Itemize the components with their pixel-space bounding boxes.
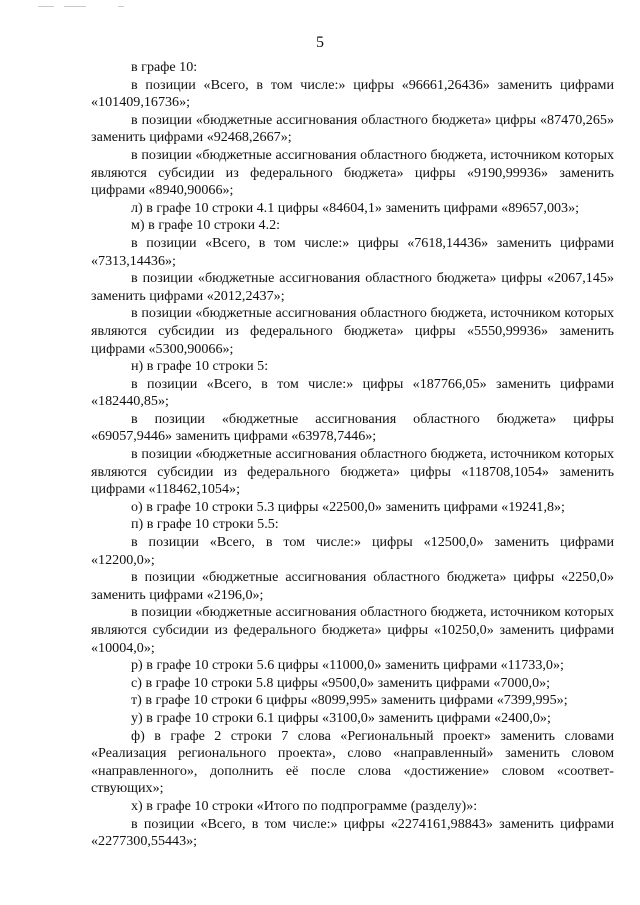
paragraph: в позиции «Всего, в том числе:» цифры «7618,14436» заменить цифрами «7313,14436»; [91,234,614,269]
paragraph: в графе 10: [131,59,198,75]
paragraph: о) в графе 10 строки 5.3 цифры «22500,0» заменить цифрами «19241,8»; [131,498,565,515]
paragraph: в позиции «бюджетные ассигнования областного бюджета, источником которых являются субсидии из федерального бюджета» цифры «118708,1054» заменить цифрами «118462,1054»; [91,446,614,498]
scan-artifact-line [64,6,86,7]
paragraph: м) в графе 10 строки 4.2: [131,217,281,234]
paragraph: в позиции «Всего, в том числе:» цифры «96661,26436» заменить цифрами «101409,16736»; [91,76,614,111]
paragraph: х) в графе 10 строки «Итого по подпрограмме (разделу)»: [131,797,478,814]
paragraph: р) в графе 10 строки 5.6 цифры «11000,0» заменить цифрами «11733,0»; [131,657,564,674]
paragraph: в позиции «бюджетные ассигнования областного бюджета, источником которых являются субсидии из федерального бюджета» цифры «10250,0» заменить цифрами «10004,0»; [91,604,614,656]
paragraph: в позиции «бюджетные ассигнования областного бюджета» цифры «69057,9446» заменить цифрами «63978,7446»; [91,410,614,445]
paragraph: с) в графе 10 строки 5.8 цифры «9500,0» заменить цифрами «7000,0»; [131,674,551,691]
page-number: 5 [316,34,324,51]
paragraph: в позиции «бюджетные ассигнования областного бюджета, источником которых являются субсидии из федерального бюджета» цифры «9190,99936» заменить цифрами «8940,90066»; [91,146,614,199]
paragraph: п) в графе 10 строки 5.5: [131,516,279,533]
paragraph: в позиции «бюджетные ассигнования областного бюджета» цифры «2067,145» заменить цифрами «2012,2437»; [91,270,614,304]
document-body [91,59,614,851]
paragraph: в позиции «Всего, в том числе:» цифры «187766,05» заменить цифрами «182440,85»; [91,375,614,410]
paragraph: ф) в графе 2 строки 7 слова «Региональный проект» заменить словами «Реализация регионального проекта», слово «направленный» заменить словом «направленного», дополнить её после слова «достижение» словом «соответ-ствующих»; [91,727,614,797]
scan-artifact-line [38,6,54,7]
paragraph: в позиции «Всего, в том числе:» цифры «2274161,98843» заменить цифрами «2277300,55443»; [91,815,614,850]
paragraph: в позиции «Всего, в том числе:» цифры «12500,0» заменить цифрами «12200,0»; [91,534,614,568]
paragraph: в позиции «бюджетные ассигнования областного бюджета» цифры «2250,0» заменить цифрами «2196,0»; [91,569,614,603]
paragraph: у) в графе 10 строки 6.1 цифры «3100,0» заменить цифрами «2400,0»; [131,709,551,726]
paragraph: в позиции «бюджетные ассигнования областного бюджета» цифры «87470,265» заменить цифрами «92468,2667»; [91,111,614,146]
paragraph: н) в графе 10 строки 5: [131,358,269,375]
scan-artifact-line [118,6,124,7]
paragraph: л) в графе 10 строки 4.1 цифры «84604,1» заменить цифрами «89657,003»; [131,199,580,216]
paragraph: т) в графе 10 строки 6 цифры «8099,995» заменить цифрами «7399,995»; [131,692,568,709]
paragraph: в позиции «бюджетные ассигнования областного бюджета, источником которых являются субсидии из федерального бюджета» цифры «5550,99936» заменить цифрами «5300,90066»; [91,305,614,357]
